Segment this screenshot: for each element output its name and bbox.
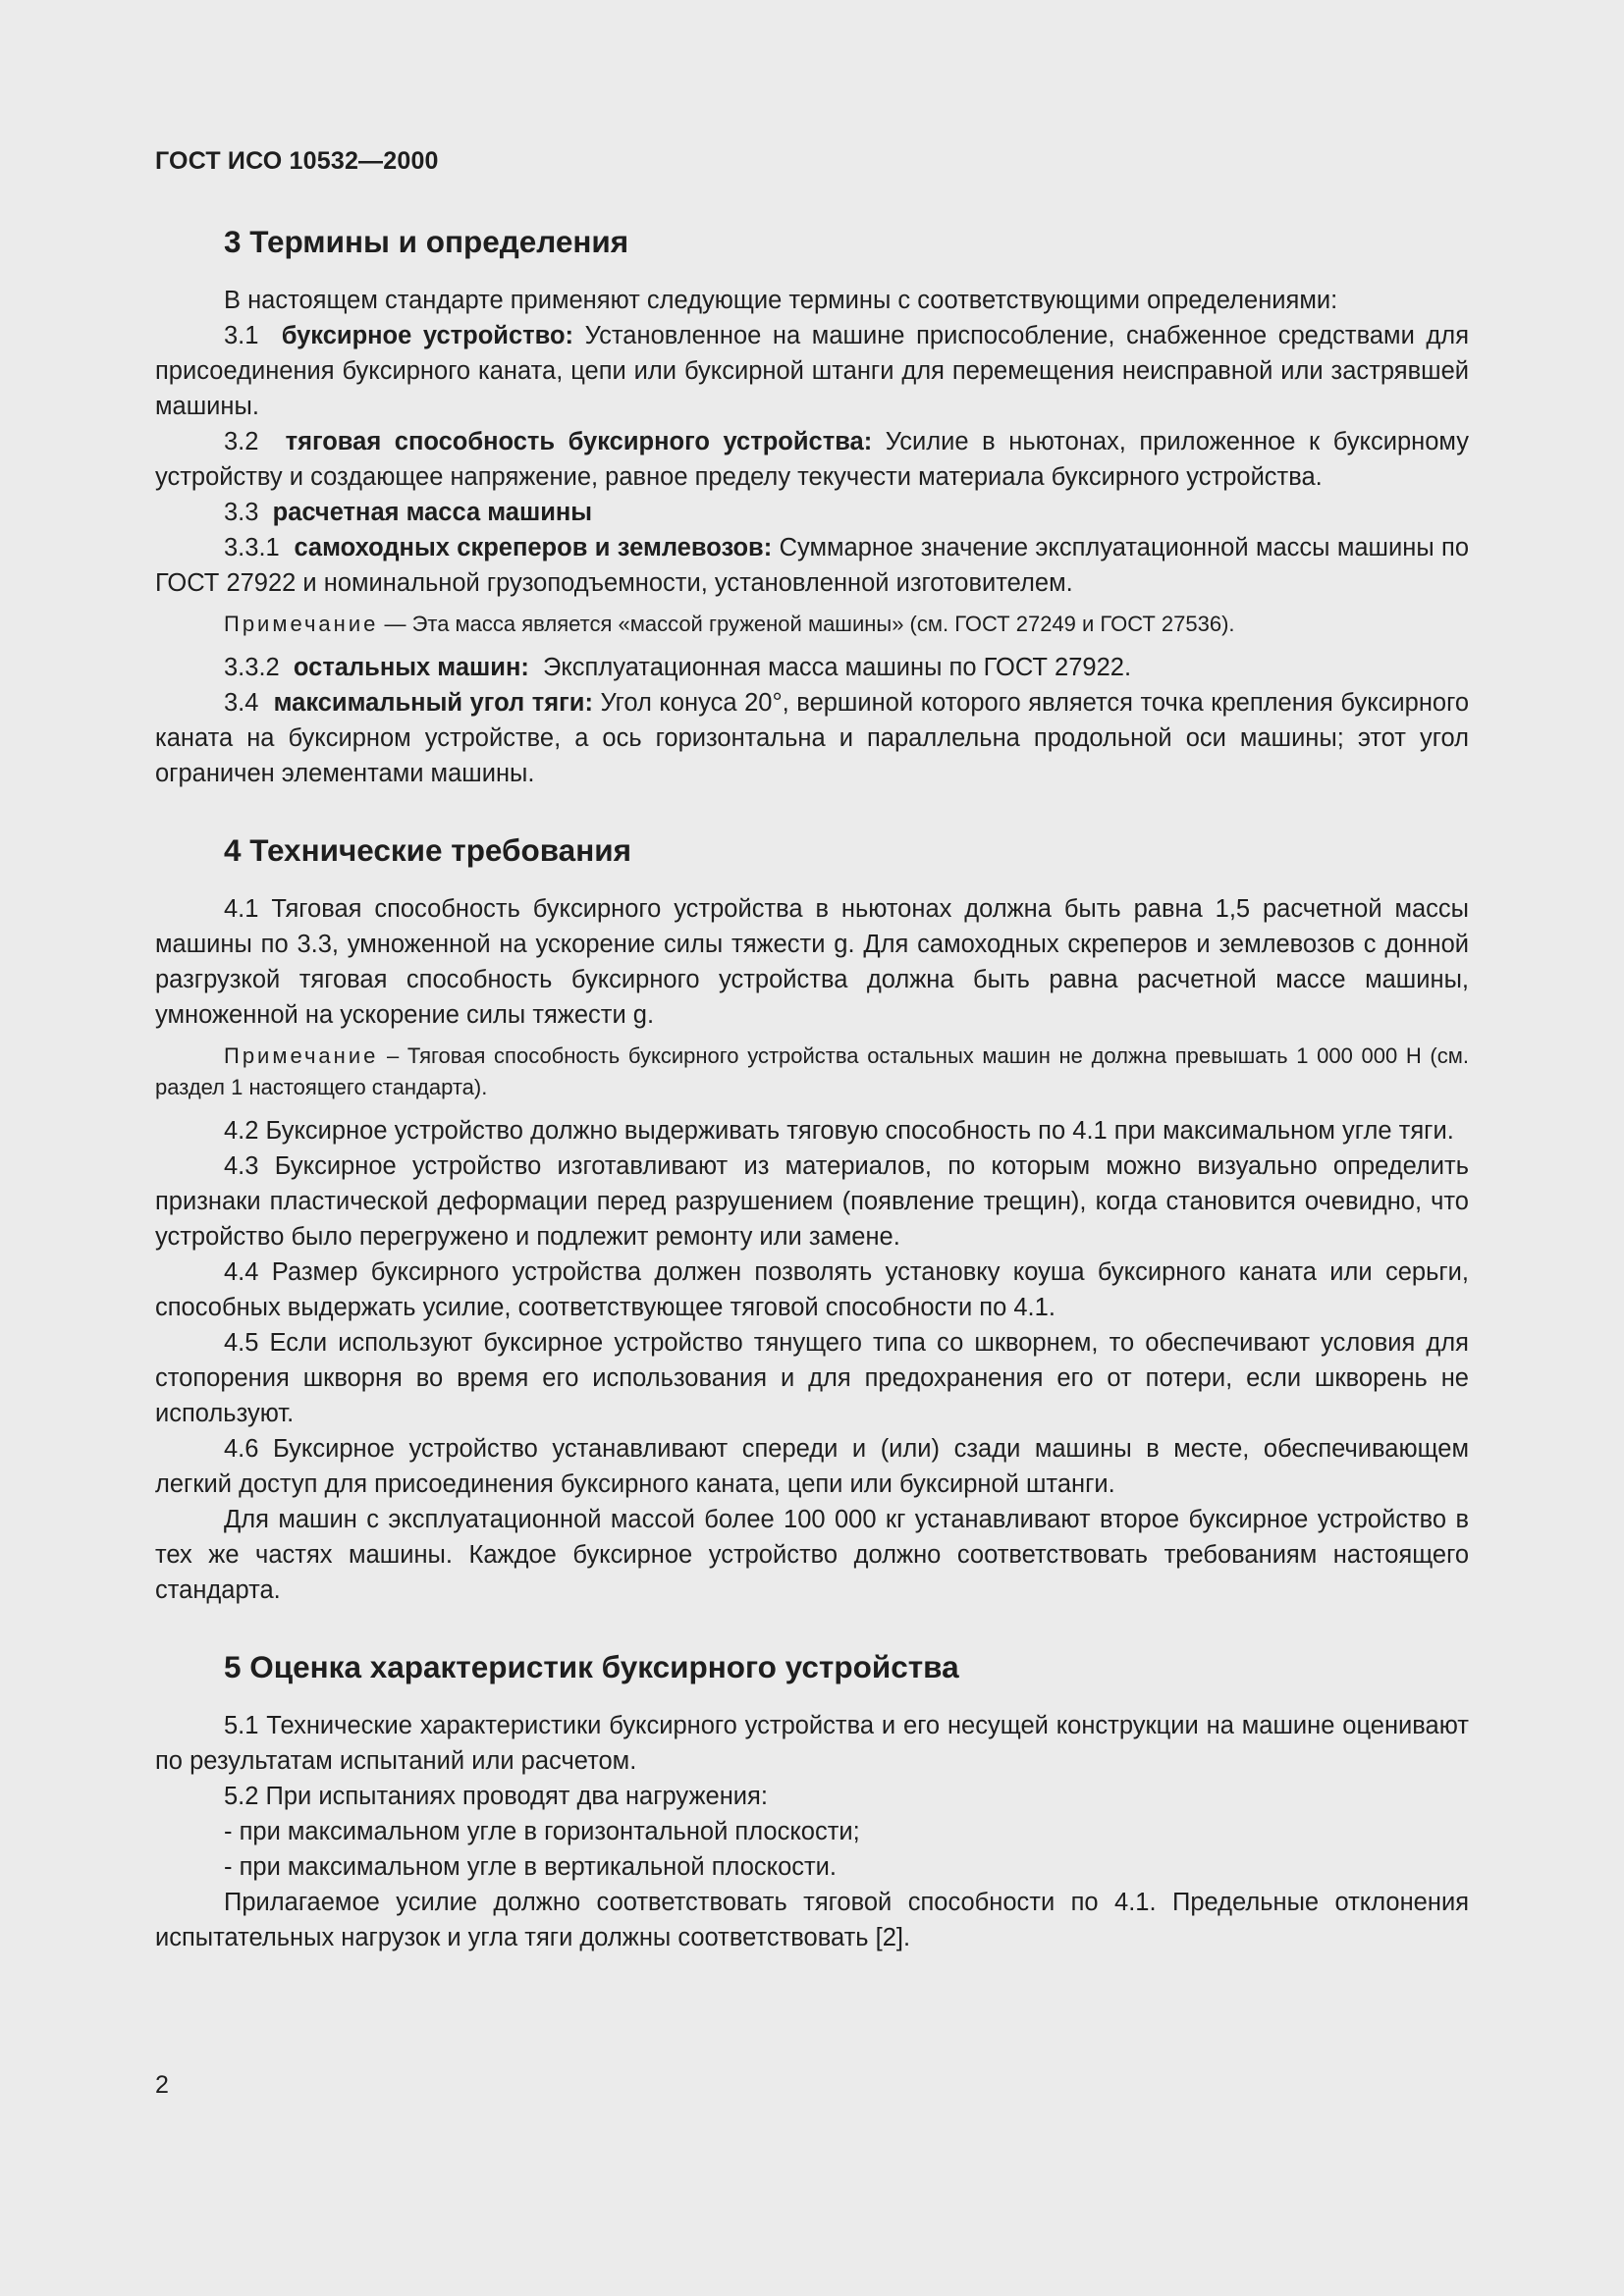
term-name: буксирное устройство: bbox=[281, 322, 574, 349]
section-4-title: 4 Технические требования bbox=[224, 832, 631, 868]
term-3-3-1 bbox=[155, 530, 1469, 601]
paragraph-4-6: 4.6 Буксирное устройство устанавливают спереди и (или) сзади машины в месте, обеспечивающем легкий доступ для присоединения буксирного каната, цепи или буксирной штанги. bbox=[155, 1435, 1469, 1498]
page-content bbox=[155, 222, 1469, 1955]
note-text: – Тяговая способность буксирного устройства остальных машин не должна превышать 1 000 000 Н (см. раздел 1 настоящего стандарта). bbox=[155, 1043, 1469, 1099]
term-3-2 bbox=[155, 424, 1469, 495]
note-4-1 bbox=[155, 1041, 1469, 1103]
paragraph-4-3: 4.3 Буксирное устройство изготавливают из материалов, по которым можно визуально определить признаки пластической деформации перед разрушением (появление трещин), когда становится очевидно, что устройство было перегружено и подлежит ремонту или замене. bbox=[155, 1152, 1469, 1251]
paragraph-4-5: 4.5 Если используют буксирное устройство тянущего типа со шкворнем, то обеспечивают условия для стопорения шкворня во время его использования и для предохранения его от потери, если шкворень не используют. bbox=[155, 1329, 1469, 1427]
note-3-3-1 bbox=[155, 609, 1469, 640]
term-name: самоходных скреперов и землевозов: bbox=[294, 534, 773, 561]
list-item: - при максимальном угле в горизонтальной плоскости; bbox=[224, 1818, 860, 1845]
document-id-header: ГОСТ ИСО 10532—2000 bbox=[155, 147, 439, 175]
term-3-4 bbox=[155, 685, 1469, 791]
paragraph-5-3: Прилагаемое усилие должно соответствовать тяговой способности по 4.1. Предельные отклонения испытательных нагрузок и угла тяги должны соответствовать [2]. bbox=[155, 1889, 1469, 1951]
term-name: тяговая способность буксирного устройства: bbox=[285, 428, 873, 455]
term-3-1 bbox=[155, 318, 1469, 424]
term-definition: Угол конуса 20°, вершиной которого является точка крепления буксирного каната на буксирном устройстве, а ось горизонтальна и параллельна продольной оси машины; этот угол ограничен элементами машины. bbox=[155, 689, 1470, 787]
term-number: 3.1 bbox=[224, 322, 259, 349]
section-5-title: 5 Оценка характеристик буксирного устройства bbox=[224, 1649, 959, 1684]
term-name: максимальный угол тяги: bbox=[273, 689, 593, 717]
paragraph-4-4: 4.4 Размер буксирного устройства должен позволять установку коуша буксирного каната или серьги, способных выдержать усилие, соответствующее тяговой способности по 4.1. bbox=[155, 1258, 1469, 1321]
term-3-3-2 bbox=[155, 650, 1469, 685]
term-3-3 bbox=[155, 495, 1469, 530]
paragraph-4-6-continued: Для машин с эксплуатационной массой более 100 000 кг устанавливают второе буксирное устройство в тех же частях машины. Каждое буксирное устройство должно соответствовать требованиям настоящего стандарта. bbox=[155, 1506, 1469, 1604]
term-number: 3.3.1 bbox=[224, 534, 280, 561]
term-number: 3.2 bbox=[224, 428, 259, 455]
term-definition: Суммарное значение эксплуатационной массы машины по ГОСТ 27922 и номинальной грузоподъемности, установленной изготовителем. bbox=[155, 534, 1470, 597]
section-3-title: 3 Термины и определения bbox=[224, 224, 629, 259]
paragraph-4-2: 4.2 Буксирное устройство должно выдерживать тяговую способность по 4.1 при максимальном угле тяги. bbox=[224, 1117, 1454, 1145]
term-definition: Установленное на машине приспособление, снабженное средствами для присоединения буксирного каната, цепи или буксирной штанги для перемещения неисправной или застрявшей машины. bbox=[155, 322, 1469, 420]
paragraph-5-2: 5.2 При испытаниях проводят два нагружения: bbox=[224, 1783, 768, 1810]
term-number: 3.3.2 bbox=[224, 654, 280, 681]
section-3-intro: В настоящем стандарте применяют следующие термины с соответствующими определениями: bbox=[224, 287, 1338, 314]
term-definition: Эксплуатационная масса машины по ГОСТ 27922. bbox=[543, 654, 1132, 681]
term-name: остальных машин: bbox=[293, 654, 529, 681]
note-label: Примечание bbox=[224, 612, 379, 636]
term-number: 3.3 bbox=[224, 499, 259, 526]
list-item: - при максимальном угле в вертикальной плоскости. bbox=[224, 1853, 838, 1881]
term-number: 3.4 bbox=[224, 689, 259, 717]
term-name: расчетная масса машины bbox=[272, 499, 593, 526]
paragraph-4-1: 4.1 Тяговая способность буксирного устройства в ньютонах должна быть равна 1,5 расчетной массы машины по 3.3, умноженной на ускорение силы тяжести g. Для самоходных скреперов и землевозов с донной разгрузкой тяговая способность буксирного устройства должна быть равна расчетной массе машины, умноженной на ускорение силы тяжести g. bbox=[155, 895, 1469, 1029]
note-text: — Эта масса является «массой груженой машины» (см. ГОСТ 27249 и ГОСТ 27536). bbox=[378, 612, 1235, 636]
paragraph-5-1: 5.1 Технические характеристики буксирного устройства и его несущей конструкции на машине оценивают по результатам испытаний или расчетом. bbox=[155, 1712, 1469, 1775]
note-label: Примечание bbox=[224, 1043, 379, 1068]
page-number: 2 bbox=[155, 2071, 169, 2099]
term-definition: Усилие в ньютонах, приложенное к буксирному устройству и создающее напряжение, равное пределу текучести материала буксирного устройства. bbox=[155, 428, 1469, 491]
